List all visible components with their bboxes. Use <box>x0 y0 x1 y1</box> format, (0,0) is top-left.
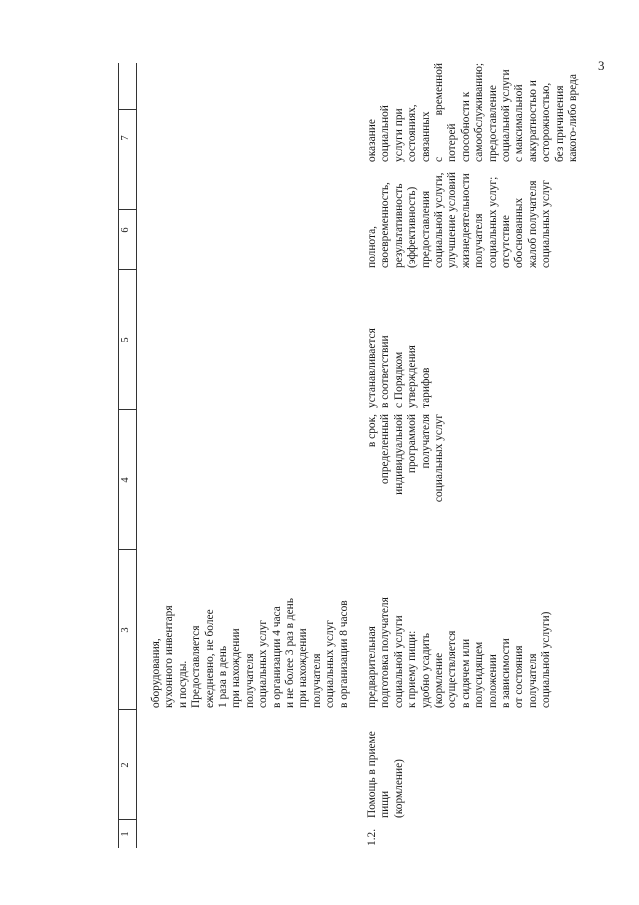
row-description-text: предварительная подготовка получателя социальной услуги к приему пищи: удобно усадить (кормление осуществляется в сидячем или полусидящем положении в зависимости от состояния получателя социальной услуги) <box>366 597 553 708</box>
row-number-text: 1.2. <box>366 828 378 846</box>
header-num-6: 6 <box>120 227 131 233</box>
row-conditions-text: оказание социальной услуги при состояниях, связанных с временной потерей способности к самообслуживанию; предоставление социальной услуги с максимальной аккуратностью и осторожностью, без причинения какого-либо вреда <box>366 62 580 162</box>
row-service-name-text: Помощь в приеме пищи (кормление) <box>366 731 405 818</box>
page-number: 3 <box>598 58 605 73</box>
rotated-content <box>118 63 618 848</box>
row-deadline-text: в срок, определенный индивидуальной программой получателя социальных услуг <box>366 414 446 503</box>
header-num-3: 3 <box>120 627 131 633</box>
row-quality-text: полнота, своевременность, результативность (эффективность) предоставления социальной услуги, улучшение условий жизнедеятельности получателя социальных услуг; отсутствие обоснованных жалоб получателя социальных услуг <box>366 172 553 268</box>
header-num-2: 2 <box>120 762 131 768</box>
continuation-col3-text: оборудования, кухонного инвентаря и посуды. Предоставляется ежедневно, не более 1 раза в день при нахождении получателя социальных услуг в организации 4 часа и не более 3 раз в день при нахождении получателя социальных услуг в организации 8 часов <box>150 598 350 708</box>
header-num-7: 7 <box>120 135 131 141</box>
row-tariff-text: устанавливается в соответствии с Порядком утверждения тарифов <box>366 328 432 408</box>
header-num-4: 4 <box>120 477 131 483</box>
header-num-1: 1 <box>120 831 131 837</box>
header-num-5: 5 <box>120 337 131 343</box>
